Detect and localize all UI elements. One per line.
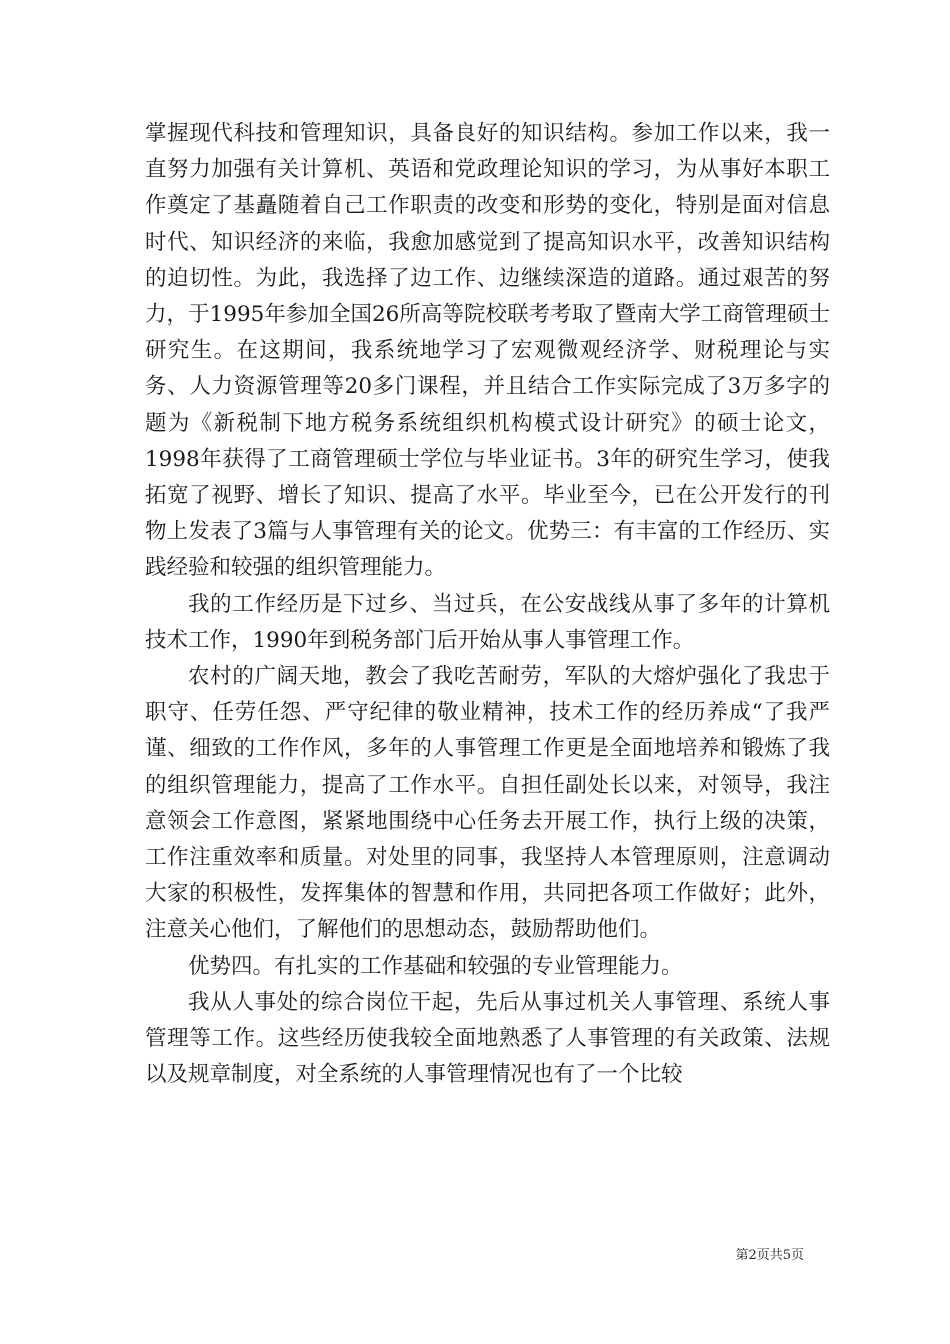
paragraph-4: 优势四。有扎实的工作基础和较强的专业管理能力。 [188,953,683,979]
paragraph-2: 我的工作经历是下过乡、当过兵，在公安战线从事了多年的计算机技术工作，1990年到税务部门后开始从事人事管理工作。 [145,591,830,653]
paragraph-5: 我从人事处的综合岗位干起，先后从事过机关人事管理、系统人事管理等工作。这些经历使我较全面地熟悉了人事管理的有关政策、法规以及规章制度，对全系统的人事管理情况也有了一个比较 [145,989,830,1088]
body-text [145,116,830,1093]
paragraph-1: 掌握现代科技和管理知识，具备良好的知识结构。参加工作以来，我一直努力加强有关计算机、英语和党政理论知识的学习，为从事好本职工作奠定了基矗随着自己工作职责的改变和形势的变化，特别是面对信息时代、知识经济的来临，我愈加感觉到了提高知识水平，改善知识结构的迫切性。为此，我选择了边工作、边继续深造的道路。通过艰苦的努力，于1995年参加全国26所高等院校联考考取了暨南大学工商管理硕士研究生。在这期间，我系统地学习了宏观微观经济学、财税理论与实务、人力资源管理等20多门课程，并且结合工作实际完成了3万多字的题为《新税制下地方税务系统组织机构模式设计研究》的硕士论文，1998年获得了工商管理硕士学位与毕业证书。3年的研究生学习，使我拓宽了视野、增长了知识、提高了水平。毕业至今，已在公开发行的刊物上发表了3篇与人事管理有关的论文。优势三：有丰富的工作经历、实践经验和较强的组织管理能力。 [145,121,830,581]
page-number: 第2页共5页 [735,1248,804,1263]
paragraph-3: 农村的广阔天地，教会了我吃苦耐劳，军队的大熔炉强化了我忠于职守、任劳任怨、严守纪律的敬业精神，技术工作的经历养成“了我严谨、细致的工作作风，多年的人事管理工作更是全面地培养和锻炼了我的组织管理能力，提高了工作水平。自担任副处长以来，对领导，我注意领会工作意图，紧紧地围绕中心任务去开展工作，执行上级的决策，工作注重效率和质量。对处里的同事，我坚持人本管理原则，注意调动大家的积极性，发挥集体的智慧和作用，共同把各项工作做好；此外，注意关心他们，了解他们的思想动态，鼓励帮助他们。 [145,664,830,943]
